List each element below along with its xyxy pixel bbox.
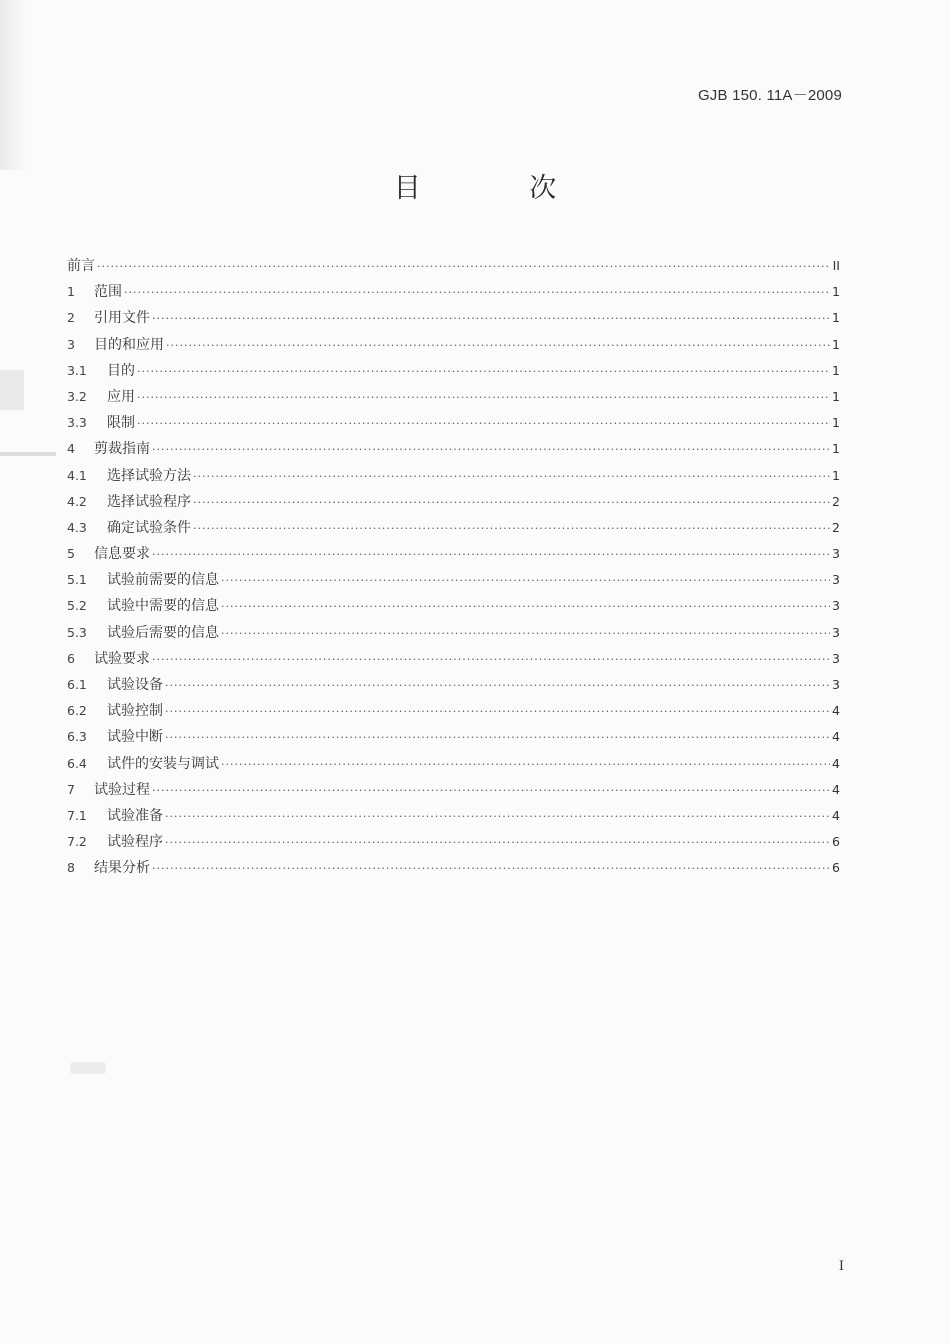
toc-entry[interactable]: [67, 829, 840, 855]
toc-entry-number: 5: [67, 546, 75, 562]
toc-entry-title: 试验控制: [107, 703, 163, 720]
scan-artifact: [70, 1062, 106, 1074]
toc-dot-leader: [221, 752, 830, 778]
toc-dot-leader: [152, 647, 830, 673]
toc-dot-leader: [165, 725, 830, 751]
toc-dot-leader: [124, 280, 830, 306]
toc-entry[interactable]: [67, 332, 840, 358]
toc-entry-title: 试验程序: [107, 834, 163, 851]
toc-dot-leader: [166, 333, 830, 359]
toc-dot-leader: [193, 490, 830, 516]
toc-entry-page: 3: [832, 598, 840, 614]
toc-dot-leader: [221, 568, 830, 594]
toc-entry-title: 试验前需要的信息: [107, 572, 219, 589]
toc-entry-title: 试件的安装与调试: [107, 755, 219, 772]
toc-dot-leader: [152, 778, 830, 804]
toc-entry-title: 应用: [107, 388, 135, 405]
toc-entry[interactable]: [67, 541, 840, 567]
toc-entry[interactable]: [67, 855, 840, 881]
toc-entry-title: 目的和应用: [94, 336, 164, 353]
toc-entry[interactable]: [67, 463, 840, 489]
toc-entry-page: 1: [832, 415, 840, 431]
toc-entry[interactable]: [67, 436, 840, 462]
toc-entry-title: 试验后需要的信息: [107, 624, 219, 641]
toc-entry-number: 1: [67, 284, 75, 300]
toc-entry-page: 6: [832, 860, 840, 876]
toc-dot-leader: [152, 306, 830, 332]
toc-dot-leader: [152, 437, 830, 463]
toc-dot-leader: [152, 542, 830, 568]
toc-entry-title: 试验中需要的信息: [107, 598, 219, 615]
toc-entry-page: 3: [832, 572, 840, 588]
toc-entry-page: 1: [832, 441, 840, 457]
toc-entry-number: 7: [67, 781, 75, 797]
table-of-contents: [67, 253, 840, 882]
toc-entry-title: 目的: [107, 362, 135, 379]
toc-entry[interactable]: [67, 384, 840, 410]
toc-entry-page: 3: [832, 650, 840, 666]
toc-entry-number: 4.1: [67, 467, 87, 483]
toc-entry-page: 3: [832, 546, 840, 562]
toc-entry-number: 4.3: [67, 519, 87, 535]
toc-entry-number: 3.3: [67, 415, 87, 431]
toc-entry-page: II: [832, 258, 840, 273]
toc-entry[interactable]: [67, 253, 840, 279]
page-number: I: [838, 1259, 844, 1274]
toc-entry-page: 4: [832, 807, 840, 823]
toc-entry-title: 信息要求: [94, 546, 150, 563]
toc-entry-number: 6.3: [67, 729, 87, 745]
toc-dot-leader: [221, 594, 830, 620]
toc-entry-title: 引用文件: [94, 310, 150, 327]
toc-entry-number: 2: [67, 310, 75, 326]
toc-entry-title: 结果分析: [94, 860, 150, 877]
toc-entry-number: 4.2: [67, 493, 87, 509]
toc-entry[interactable]: [67, 567, 840, 593]
toc-entry-page: 1: [832, 284, 840, 300]
toc-entry[interactable]: [67, 410, 840, 436]
toc-entry-page: 2: [832, 519, 840, 535]
toc-entry-page: 1: [832, 467, 840, 483]
toc-entry[interactable]: [67, 515, 840, 541]
toc-entry-page: 3: [832, 624, 840, 640]
toc-dot-leader: [137, 411, 830, 437]
toc-entry-number: 3: [67, 336, 75, 352]
document-code: GJB 150. 11A－2009: [697, 87, 842, 104]
toc-entry-title: 剪裁指南: [94, 441, 150, 458]
toc-entry[interactable]: [67, 620, 840, 646]
toc-entry-number: 3.2: [67, 388, 87, 404]
toc-entry-page: 3: [832, 677, 840, 692]
toc-dot-leader: [152, 856, 830, 882]
toc-entry[interactable]: [67, 672, 840, 698]
page-title: 目 次: [393, 173, 607, 204]
toc-entry[interactable]: [67, 305, 840, 331]
toc-entry-title: 范围: [94, 284, 122, 301]
toc-entry-number: 7.2: [67, 834, 87, 850]
toc-dot-leader: [137, 359, 830, 385]
toc-entry-page: 6: [832, 834, 840, 850]
toc-entry[interactable]: [67, 593, 840, 619]
toc-entry-title: 试验准备: [107, 807, 163, 824]
toc-entry-number: 6.1: [67, 677, 87, 692]
toc-dot-leader: [165, 830, 830, 856]
toc-dot-leader: [193, 464, 830, 490]
toc-entry-title: 选择试验方法: [107, 467, 191, 484]
toc-entry[interactable]: [67, 803, 840, 829]
toc-entry-title: 限制: [107, 415, 135, 432]
toc-entry-number: 5.2: [67, 598, 87, 614]
scan-edge-shadow: [0, 0, 26, 170]
toc-entry-number: 7.1: [67, 807, 87, 823]
toc-dot-leader: [221, 621, 830, 647]
toc-entry[interactable]: [67, 489, 840, 515]
toc-entry-number: 6: [67, 650, 75, 666]
toc-dot-leader: [165, 673, 830, 699]
toc-entry-number: 3.1: [67, 362, 87, 378]
toc-entry[interactable]: [67, 724, 840, 750]
toc-entry-number: 6.2: [67, 703, 87, 719]
toc-entry-number: 5.3: [67, 624, 87, 640]
toc-entry-page: 1: [832, 388, 840, 404]
scan-artifact: [0, 452, 56, 456]
toc-entry-page: 2: [832, 493, 840, 509]
toc-entry[interactable]: [67, 751, 840, 777]
toc-entry-number: 8: [67, 860, 75, 876]
toc-dot-leader: [165, 699, 830, 725]
toc-dot-leader: [97, 254, 831, 280]
toc-entry-title: 前言: [67, 258, 95, 274]
toc-entry-page: 1: [832, 336, 840, 352]
toc-entry[interactable]: [67, 777, 840, 803]
toc-entry-page: 4: [832, 703, 840, 719]
toc-entry-page: 4: [832, 729, 840, 745]
toc-entry-number: 4: [67, 441, 75, 457]
toc-entry[interactable]: [67, 698, 840, 724]
toc-entry-page: 1: [832, 362, 840, 378]
toc-entry-title: 选择试验程序: [107, 493, 191, 510]
toc-entry-title: 试验设备: [107, 677, 163, 693]
toc-entry-title: 试验要求: [94, 650, 150, 667]
toc-entry[interactable]: [67, 358, 840, 384]
toc-entry-page: 4: [832, 781, 840, 797]
toc-entry-title: 试验过程: [94, 781, 150, 798]
toc-entry[interactable]: [67, 646, 840, 672]
toc-entry-title: 试验中断: [107, 729, 163, 746]
scan-artifact: [0, 370, 24, 410]
toc-entry-number: 5.1: [67, 572, 87, 588]
toc-entry[interactable]: [67, 279, 840, 305]
toc-dot-leader: [165, 804, 830, 830]
toc-entry-title: 确定试验条件: [107, 519, 191, 536]
toc-dot-leader: [137, 385, 830, 411]
toc-dot-leader: [193, 516, 830, 542]
toc-entry-page: 1: [832, 310, 840, 326]
toc-entry-number: 6.4: [67, 755, 87, 771]
toc-entry-page: 4: [832, 755, 840, 771]
